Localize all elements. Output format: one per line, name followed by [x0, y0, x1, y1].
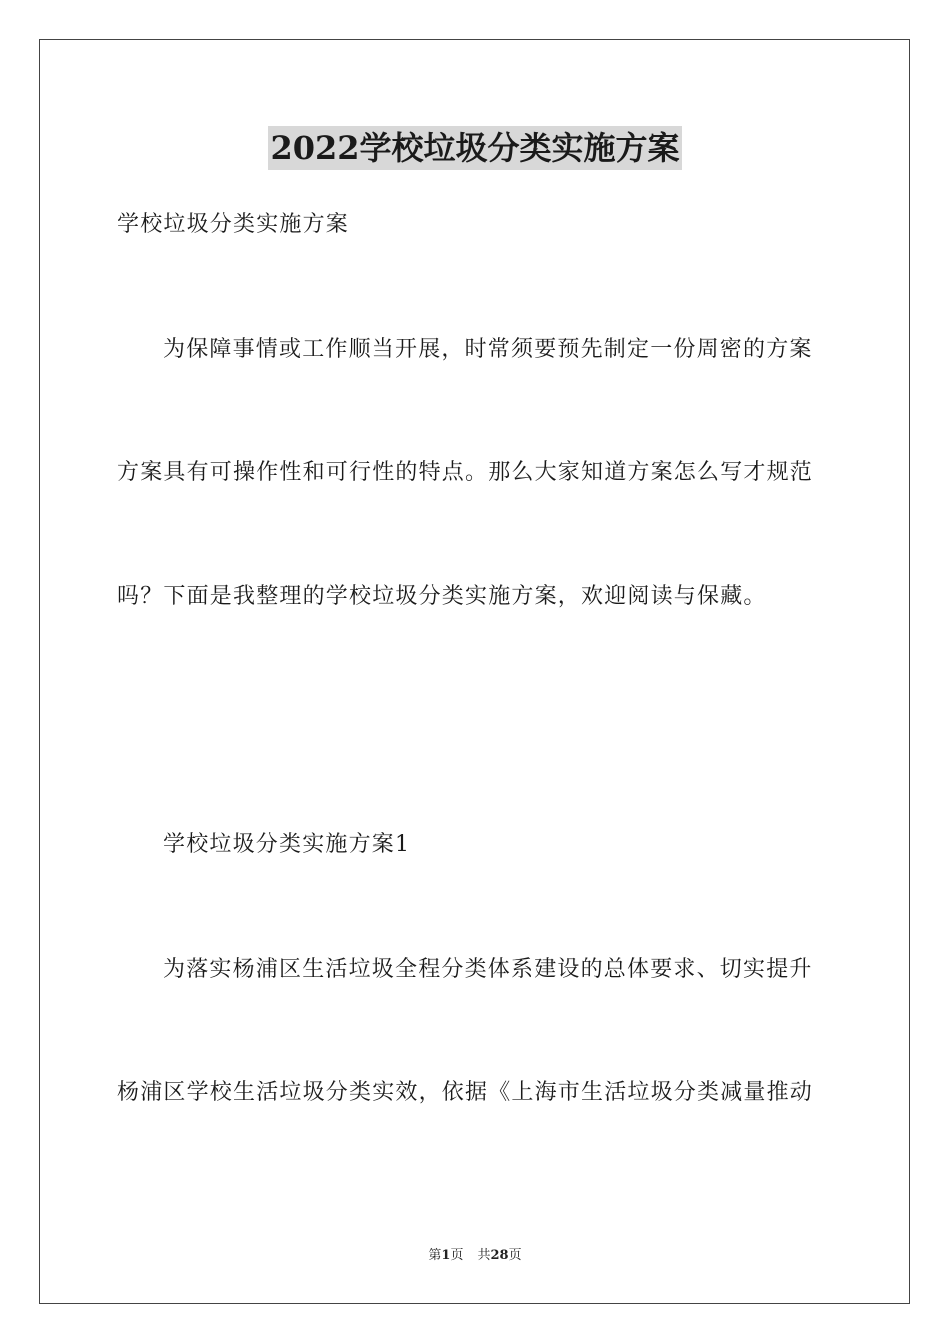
- paragraph-line: 吗？下面是我整理的学校垃圾分类实施方案，欢迎阅读与保藏。: [117, 584, 767, 609]
- total-unit: 页: [508, 1248, 522, 1263]
- paragraph-line: 方案具有可操作性和可行性的特点。那么大家知道方案怎么写才规范: [117, 460, 814, 485]
- document-title: 2022学校垃圾分类实施方案: [268, 126, 681, 170]
- document-subtitle: 学校垃圾分类实施方案: [117, 212, 350, 237]
- page-current: 1: [441, 1248, 451, 1263]
- page-footer: [0, 1247, 950, 1265]
- page-unit: 页: [450, 1248, 464, 1263]
- total-prefix: 共: [477, 1248, 491, 1263]
- paragraph-line: 为保障事情或工作顺当开展，时常须要预先制定一份周密的方案: [163, 337, 813, 362]
- section-heading: 学校垃圾分类实施方案1: [163, 832, 411, 857]
- paragraph-line: 为落实杨浦区生活垃圾全程分类体系建设的总体要求、切实提升: [163, 957, 813, 982]
- page-total: 28: [490, 1248, 509, 1263]
- title-container: [0, 126, 950, 170]
- page-prefix: 第: [428, 1248, 442, 1263]
- paragraph-line: 杨浦区学校生活垃圾分类实效，依据《上海市生活垃圾分类减量推动: [117, 1080, 814, 1105]
